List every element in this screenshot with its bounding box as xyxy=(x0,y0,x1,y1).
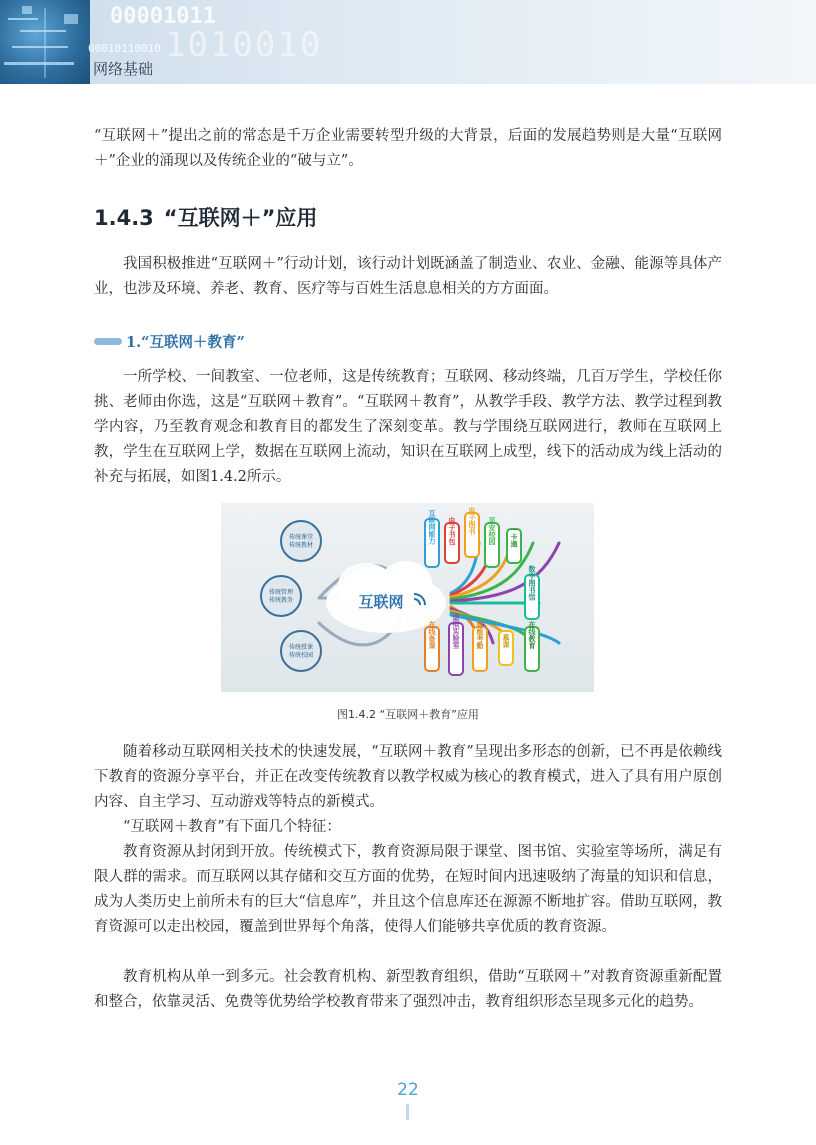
paragraph: 我国积极推进“互联网＋”行动计划，该行动计划既涵盖了制造业、农业、金融、能源等具体产业，也涉及环境、养老、教育、医疗等与百姓生活息息相关的方方面面。 xyxy=(94,256,722,297)
section-heading xyxy=(94,202,317,232)
svg-text:智能考勤: 智能考勤 xyxy=(476,621,484,649)
subsection-heading xyxy=(94,331,245,351)
left-node-label: 传统授课 xyxy=(288,644,314,651)
binary-decoration: 1010010 xyxy=(165,25,323,65)
paragraph: 教育机构从单一到多元。社会教育机构、新型教育组织，借助“互联网＋”对教育资源重新配置和整合，依靠灵活、免费等优势给学校教育带来了强烈冲击，教育组织形态呈现多元化的趋势。 xyxy=(94,969,722,1010)
section-title: “互联网＋”应用 xyxy=(163,206,318,230)
section-number: 1.4.3 xyxy=(94,206,154,230)
center-label: 互联网 xyxy=(358,593,404,611)
svg-text:一卡通: 一卡通 xyxy=(510,526,518,548)
svg-text:传统校园: 传统校园 xyxy=(288,652,314,659)
svg-text:数字图书馆: 数字图书馆 xyxy=(528,565,536,601)
svg-text:慕课: 慕课 xyxy=(502,634,510,648)
binary-decoration: 00010110010 xyxy=(88,42,161,55)
svg-text:在线教育: 在线教育 xyxy=(528,621,536,649)
paragraph: “互联网＋”提出之前的常态是千万企业需要转型升级的大背景，后面的发展趋势则是大量“互联网＋”企业的涌现以及传统企业的“破与立”。 xyxy=(94,128,722,169)
left-node xyxy=(261,576,301,616)
internet-education-figure xyxy=(221,503,594,692)
svg-text:平安校园: 平安校园 xyxy=(488,517,496,545)
paragraph: “互联网＋教育”有下面几个特征： xyxy=(123,819,341,835)
subsection-title: 1.“互联网＋教育” xyxy=(126,333,245,351)
svg-text:电子书包: 电子书包 xyxy=(448,517,456,545)
binary-decoration: 00001011 xyxy=(110,4,216,29)
left-node-label: 传统课堂 xyxy=(288,534,314,541)
heading-bar-icon xyxy=(94,338,122,345)
running-header-title: 网络基础 xyxy=(93,60,154,78)
paragraph: 一所学校、一间教室、一位老师，这是传统教育；互联网、移动终端，几百万学生，学校任你挑、老师由你选，这是“互联网＋教育”。“互联网＋教育”，从教学手段、教学方法、教学过程到教学内容，乃至教育观念和教育目的都发生了深刻变革。教与学围绕互联网进行，教师在互联网上教，学生在互联网上学，数据在互联网上流动，知识在互联网上成型，线下的活动成为线上活动的补充与拓展，如图1.4.2所示。 xyxy=(94,369,722,485)
left-node-label: 传统管理 xyxy=(268,589,294,596)
svg-text:电子图书: 电子图书 xyxy=(468,507,476,535)
svg-text:传统教务: 传统教务 xyxy=(268,597,294,604)
network-photo-icon xyxy=(0,0,90,84)
svg-text:在线备课: 在线备课 xyxy=(428,621,436,649)
page-number-tick xyxy=(406,1104,409,1120)
figure-caption: 图1.4.2 “互联网＋教育”应用 xyxy=(337,708,479,721)
mindmap-diagram xyxy=(221,503,594,692)
paragraph: 随着移动互联网相关技术的快速发展，“互联网＋教育”呈现出多形态的创新，已不再是依赖线下教育的资源分享平台，并正在改变传统教育以教学权威为核心的教育模式，进入了具有用户原创内容、自主学习、互动游戏等特点的新模式。 xyxy=(94,744,722,810)
svg-text:传统教材: 传统教材 xyxy=(288,542,314,549)
page-header xyxy=(0,0,816,84)
svg-text:互联网能力: 互联网能力 xyxy=(428,509,436,545)
left-node xyxy=(281,631,321,671)
page-number: 22 xyxy=(397,1080,419,1100)
paragraph: 教育资源从封闭到开放。传统模式下，教育资源局限于课堂、图书馆、实验室等场所，满足有限人群的需求。而互联网以其存储和交互方面的优势，在短时间内迅速吸纳了海量的知识和信息，成为人类历史上前所未有的巨大“信息库”，并且这个信息库还在源源不断地扩容。借助互联网，教育资源可以走出校园，覆盖到世界每个角落，使得人们能够共享优质的教育资源。 xyxy=(94,844,722,935)
svg-text:虚拟实验室: 虚拟实验室 xyxy=(452,613,460,649)
left-node xyxy=(281,521,321,561)
